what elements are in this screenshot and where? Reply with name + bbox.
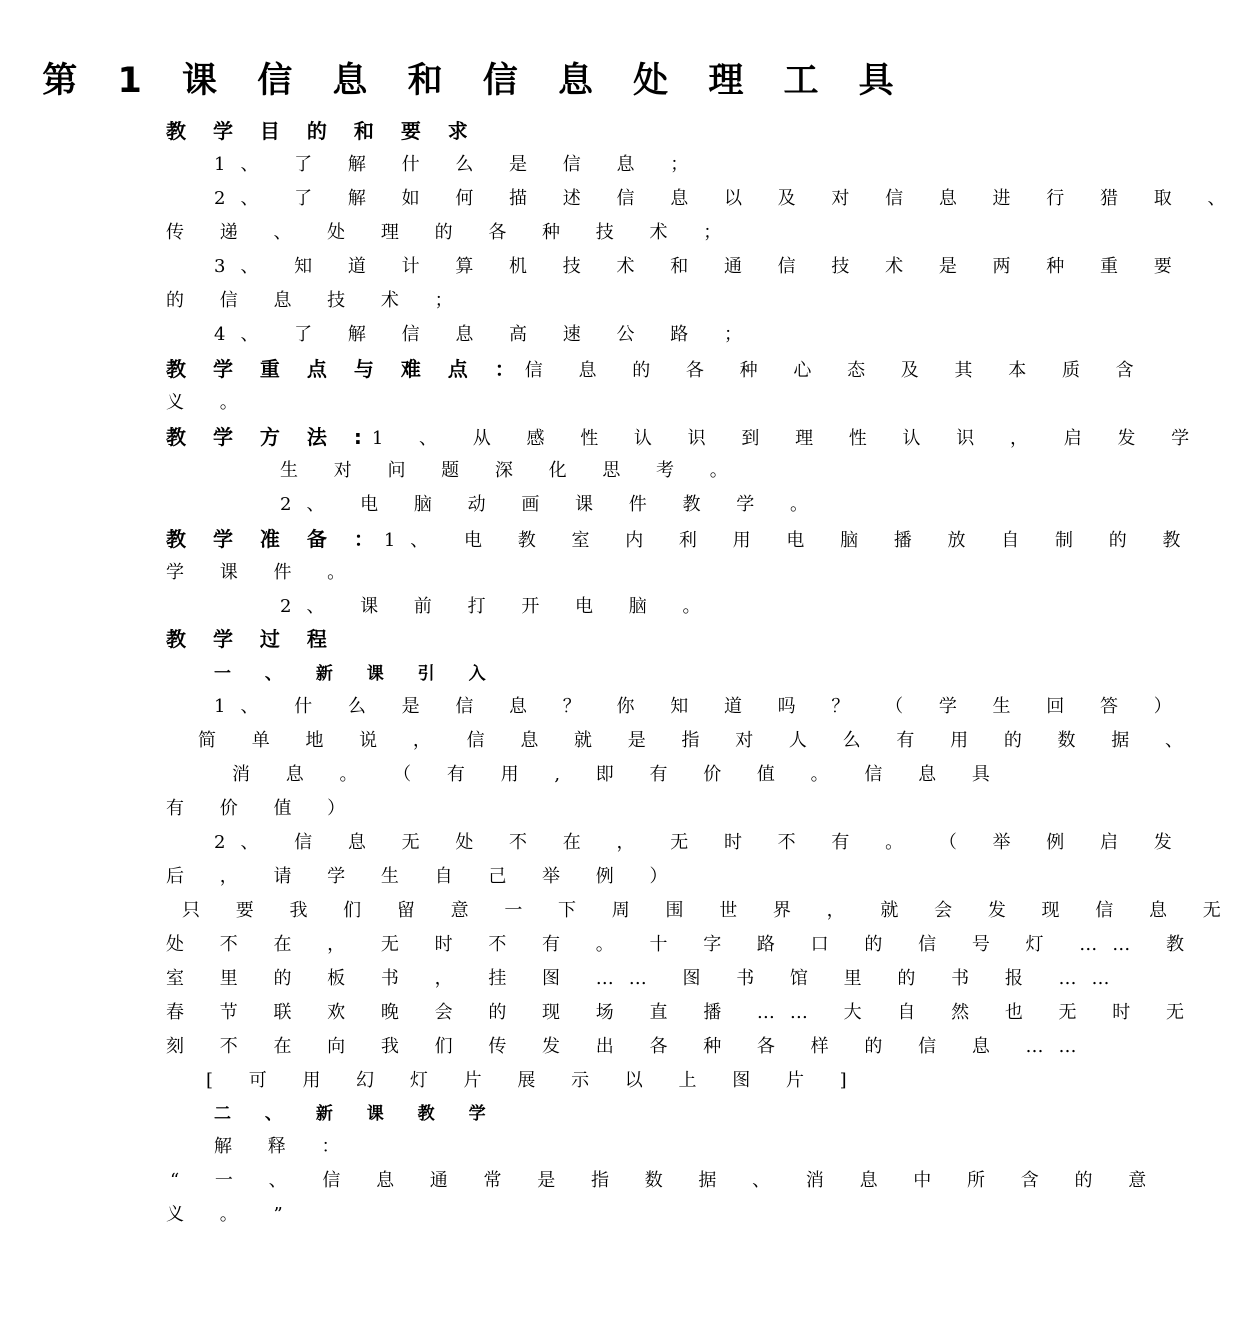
- example-line-1: 只 要 我 们 留 意 一 下 周 围 世 界 ， 就 会 发 现 信 息 无: [182, 900, 1236, 921]
- key-points-line-1: [166, 356, 1149, 384]
- objective-2-line-1: 2、 了 解 如 何 描 述 信 息 以 及 对 信 息 进 行 猎 取 、: [214, 188, 1240, 209]
- key-points-line-2: 义 。: [166, 392, 253, 413]
- question-1: 1、 什 么 是 信 息 ？ 你 知 道 吗 ？ （ 学 生 回 答 ）: [214, 696, 1187, 717]
- objective-1: 1、 了 解 什 么 是 信 息 ；: [214, 154, 704, 175]
- objective-2-line-2: 传 递 、 处 理 的 各 种 技 术 ；: [166, 222, 737, 243]
- preparation-label: 教 学 准 备 ：: [166, 527, 384, 551]
- methods-line-1: [166, 424, 1204, 452]
- objective-3-line-2: 的 信 息 技 术 ；: [166, 290, 468, 311]
- key-points-label: 教 学 重 点 与 难 点 ：: [166, 357, 525, 381]
- explanation-label: 解 释 ：: [214, 1136, 355, 1157]
- example-line-2: 处 不 在 ， 无 时 不 有 。 十 字 路 口 的 信 号 灯 …… 教: [166, 934, 1199, 955]
- objective-4: 4、 了 解 信 息 高 速 公 路 ；: [214, 324, 757, 345]
- answer-1-line-1: 简 单 地 说 ， 信 息 就 是 指 对 人 么 有 用 的 数 据 、: [198, 730, 1198, 751]
- slide-note: [ 可 用 幻 灯 片 展 示 以 上 图 片 ]: [206, 1070, 862, 1091]
- answer-1-line-3: 有 价 值 ）: [166, 798, 361, 819]
- example-line-4: 春 节 联 欢 晚 会 的 现 场 直 播 …… 大 自 然 也 无 时 无: [166, 1002, 1199, 1023]
- question-2-line-2: 后 ， 请 学 生 自 己 举 例 ）: [166, 866, 683, 887]
- lesson-title: 第 1 课 信 息 和 信 息 处 理 工 具: [42, 61, 908, 101]
- objective-3-line-1: 3、 知 道 计 算 机 技 术 和 通 信 技 术 是 两 种 重 要: [214, 256, 1187, 277]
- example-line-5: 刻 不 在 向 我 们 传 发 出 各 种 各 样 的 信 息 ……: [166, 1036, 1092, 1057]
- quote-line-1: “ 一 、 信 息 通 常 是 指 数 据 、 消 息 中 所 含 的 意: [170, 1170, 1162, 1191]
- methods-label: 教 学 方 法 :: [166, 425, 372, 449]
- example-line-3: 室 里 的 板 书 ， 挂 图 …… 图 书 馆 里 的 书 报 ……: [166, 968, 1125, 989]
- section-1-heading: 一 、 新 课 引 入: [214, 664, 500, 684]
- process-heading: 教 学 过 程: [166, 627, 337, 651]
- key-points-text: 信 息 的 各 种 心 态 及 其 本 质 含: [524, 360, 1149, 381]
- section-2-heading: 二 、 新 课 教 学: [214, 1104, 500, 1124]
- method-1-text: 1 、 从 感 性 认 识 到 理 性 认 识 ， 启 发 学: [371, 428, 1205, 449]
- preparation-1-line-2: 学 课 件 。: [166, 562, 361, 583]
- answer-1-line-2: 消 息 。 （ 有 用 , 即 有 价 值 。 信 息 具: [232, 764, 1005, 785]
- quote-line-2: 义 。 ”: [166, 1204, 298, 1225]
- preparation-line-1: [166, 526, 1195, 554]
- objectives-heading: 教 学 目 的 和 要 求: [166, 119, 478, 143]
- question-2-line-1: 2、 信 息 无 处 不 在 ， 无 时 不 有 。 （ 举 例 启 发: [214, 832, 1187, 853]
- preparation-2: 2、 课 前 打 开 电 脑 。: [280, 596, 716, 617]
- method-2: 2、 电 脑 动 画 课 件 教 学 。: [280, 494, 823, 515]
- preparation-1-text: 1、 电 教 室 内 利 用 电 脑 播 放 自 制 的 教: [383, 530, 1196, 551]
- method-1-line-2: 生 对 问 题 深 化 思 考 。: [280, 460, 743, 481]
